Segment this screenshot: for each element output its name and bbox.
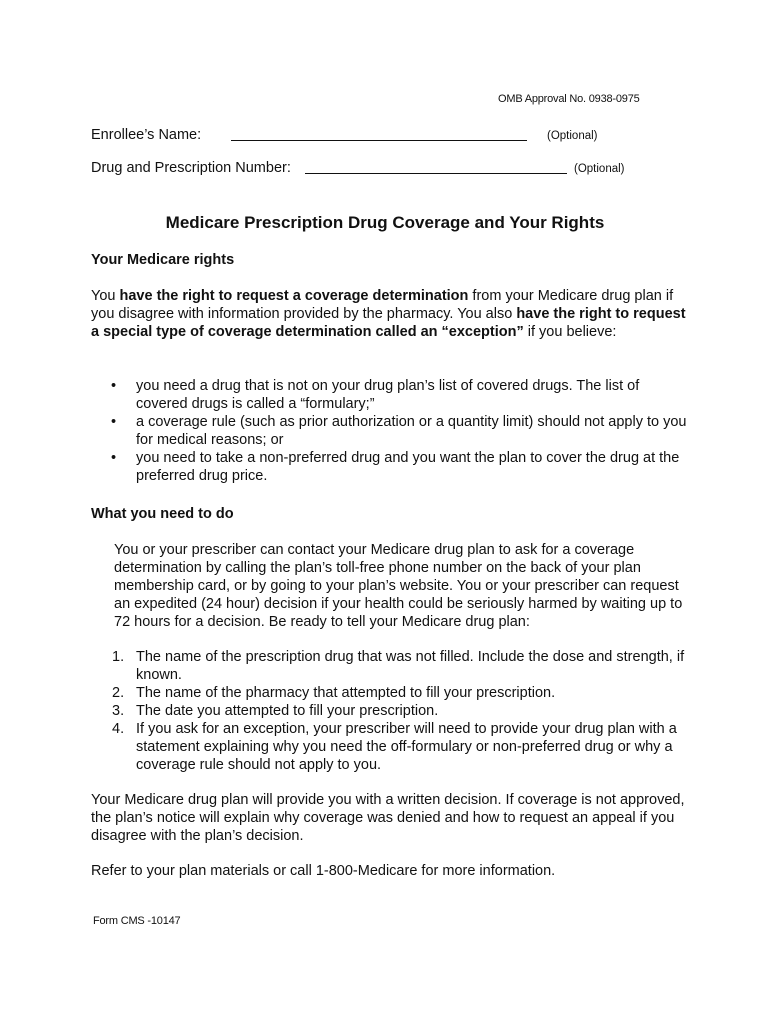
rights-heading: Your Medicare rights: [91, 252, 235, 268]
bullet-dot-icon: •: [111, 450, 117, 466]
step-item: [112, 702, 692, 720]
step-number: 3.: [112, 703, 125, 719]
refer-paragraph: Refer to your plan materials or call 1-800-Medicare for more information.: [91, 863, 556, 879]
step-text: The name of the prescription drug that was not filled. Include the dose and strength, if known.: [136, 649, 685, 683]
rights-bullet-list: [108, 377, 693, 485]
step-item: [112, 684, 692, 702]
enrollee-name-optional-note: (Optional): [547, 130, 598, 142]
step-number: 2.: [112, 685, 125, 701]
step-number: 4.: [112, 721, 125, 737]
drug-number-label: Drug and Prescription Number:: [91, 160, 291, 176]
document-title: Medicare Prescription Drug Coverage and Your Rights: [165, 213, 605, 232]
todo-heading: What you need to do: [91, 506, 234, 522]
step-item: [112, 720, 692, 774]
intro-text-3: if you believe:: [523, 324, 617, 340]
enrollee-name-row: [91, 127, 598, 143]
omb-approval-number: OMB Approval No. 0938-0975: [498, 93, 640, 105]
form-number: Form CMS -10147: [93, 915, 181, 927]
enrollee-name-label: Enrollee’s Name:: [91, 127, 202, 143]
intro-bold-1: have the right to request a coverage determination: [119, 288, 469, 304]
drug-number-field[interactable]: [305, 173, 567, 174]
bullet-item: [108, 377, 693, 413]
contact-paragraph: You or your prescriber can contact your Medicare drug plan to ask for a coverage determination by calling the plan’s toll-free phone number on the back of your plan membership card, or by going to your plan’s website. You or your prescriber can request an expedited (24 hour) decision if your health could be seriously harmed by waiting up to 72 hours for a decision. Be ready to tell your Medicare drug plan:: [114, 542, 683, 630]
step-number: 1.: [112, 649, 125, 665]
bullet-text: a coverage rule (such as prior authorization or a quantity limit) should not apply to you for medical reasons; or: [136, 414, 687, 448]
drug-number-optional-note: (Optional): [574, 163, 625, 175]
drug-number-row: [91, 160, 625, 176]
intro-text-1: You: [91, 288, 120, 304]
enrollee-name-field[interactable]: [231, 140, 527, 141]
step-text: The date you attempted to fill your prescription.: [136, 703, 439, 719]
intro-text-2: from your Medicare drug plan if you disagree with information provided by the pharmacy. You also: [91, 288, 674, 322]
intro-bold-2: have the right to request a special type of coverage determination called an “exception”: [91, 306, 686, 340]
bullet-dot-icon: •: [111, 378, 117, 394]
decision-paragraph: Your Medicare drug plan will provide you with a written decision. If coverage is not approved, the plan’s notice will explain why coverage was denied and how to request an appeal if you disagree with the plan’s decision.: [91, 792, 685, 844]
step-text: The name of the pharmacy that attempted to fill your prescription.: [136, 685, 556, 701]
rights-intro-paragraph: [91, 287, 691, 341]
bullet-item: [108, 413, 693, 449]
step-text: If you ask for an exception, your prescriber will need to provide your drug plan with a statement explaining why you need the off-formulary or non-preferred drug or why a coverage rule should not apply to you.: [136, 721, 677, 773]
bullet-text: you need a drug that is not on your drug plan’s list of covered drugs. The list of covered drugs is called a “formulary;”: [136, 378, 640, 412]
bullet-dot-icon: •: [111, 414, 117, 430]
step-item: [112, 648, 692, 684]
bullet-text: you need to take a non-preferred drug and you want the plan to cover the drug at the preferred drug price.: [136, 450, 680, 484]
bullet-item: [108, 449, 693, 485]
steps-list: [112, 648, 692, 774]
